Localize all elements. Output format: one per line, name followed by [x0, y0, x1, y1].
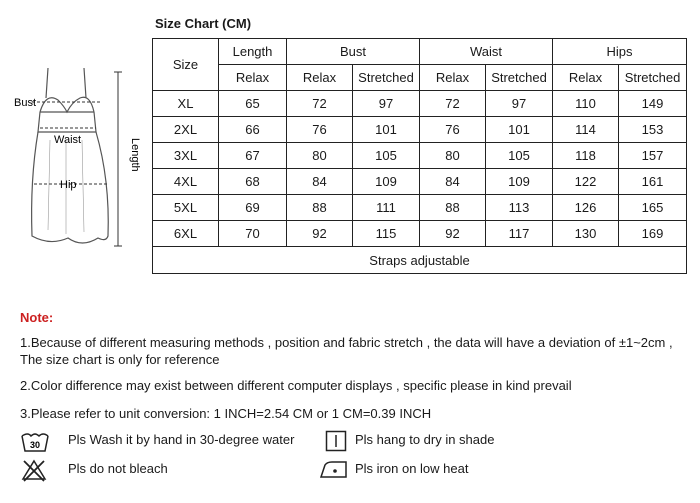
- subheader-stretched: Stretched: [486, 65, 553, 91]
- size-chart-table: [152, 38, 687, 274]
- note-item: 2.Color difference may exist between different computer displays , specific please in kind prevail: [20, 378, 572, 393]
- dry-in-shade-icon: [325, 430, 347, 452]
- cell-size: XL: [153, 91, 219, 117]
- low-heat-iron-icon: [318, 459, 350, 481]
- cell-waist-stretched: 109: [486, 169, 553, 195]
- cell-hips-stretched: 169: [619, 221, 687, 247]
- cell-length: 67: [219, 143, 287, 169]
- cell-hips-stretched: 161: [619, 169, 687, 195]
- subheader-relax: Relax: [287, 65, 353, 91]
- cell-bust-relax: 92: [287, 221, 353, 247]
- header-size: Size: [153, 39, 219, 91]
- waist-label: Waist: [54, 134, 82, 146]
- cell-waist-relax: 76: [420, 117, 486, 143]
- subheader-relax: Relax: [219, 65, 287, 91]
- cell-length: 66: [219, 117, 287, 143]
- cell-hips-stretched: 153: [619, 117, 687, 143]
- cell-bust-stretched: 109: [353, 169, 420, 195]
- table-row: [153, 143, 687, 169]
- cell-hips-relax: 110: [553, 91, 619, 117]
- bust-label: Bust: [14, 97, 37, 109]
- cell-waist-stretched: 105: [486, 143, 553, 169]
- cell-size: 2XL: [153, 117, 219, 143]
- cell-bust-stretched: 105: [353, 143, 420, 169]
- cell-bust-relax: 80: [287, 143, 353, 169]
- care-bleach-text: Pls do not bleach: [68, 461, 168, 476]
- cell-bust-relax: 88: [287, 195, 353, 221]
- straps-adjustable-note: Straps adjustable: [153, 247, 687, 274]
- note-title: Note:: [20, 310, 54, 325]
- note-item: 1.Because of different measuring methods , position and fabric stretch , the data will have a deviation of ±1~2cm ,: [20, 335, 673, 350]
- hand-wash-30-icon: [20, 430, 50, 454]
- note-item: 3.Please refer to unit conversion: 1 INCH=2.54 CM or 1 CM=0.39 INCH: [20, 406, 432, 421]
- table-row: [153, 195, 687, 221]
- header-bust: Bust: [287, 39, 420, 65]
- header-length: Length: [219, 39, 287, 65]
- subheader-relax: Relax: [420, 65, 486, 91]
- cell-hips-stretched: 157: [619, 143, 687, 169]
- length-label: Length: [129, 138, 141, 172]
- cell-size: 6XL: [153, 221, 219, 247]
- cell-length: 70: [219, 221, 287, 247]
- cell-waist-stretched: 97: [486, 91, 553, 117]
- cell-length: 69: [219, 195, 287, 221]
- cell-hips-stretched: 149: [619, 91, 687, 117]
- subheader-stretched: Stretched: [353, 65, 420, 91]
- dress-measurement-diagram: [10, 60, 145, 260]
- cell-hips-stretched: 165: [619, 195, 687, 221]
- cell-waist-relax: 84: [420, 169, 486, 195]
- note-item: The size chart is only for reference: [20, 352, 220, 367]
- cell-hips-relax: 126: [553, 195, 619, 221]
- header-hips: Hips: [553, 39, 687, 65]
- cell-hips-relax: 118: [553, 143, 619, 169]
- cell-bust-relax: 84: [287, 169, 353, 195]
- cell-waist-relax: 92: [420, 221, 486, 247]
- subheader-stretched: Stretched: [619, 65, 687, 91]
- cell-bust-relax: 76: [287, 117, 353, 143]
- cell-length: 65: [219, 91, 287, 117]
- cell-waist-relax: 80: [420, 143, 486, 169]
- cell-waist-relax: 72: [420, 91, 486, 117]
- size-chart-title: Size Chart (CM): [155, 16, 252, 31]
- cell-bust-stretched: 97: [353, 91, 420, 117]
- cell-hips-relax: 130: [553, 221, 619, 247]
- cell-size: 3XL: [153, 143, 219, 169]
- care-iron-text: Pls iron on low heat: [355, 461, 469, 476]
- cell-bust-relax: 72: [287, 91, 353, 117]
- header-waist: Waist: [420, 39, 553, 65]
- subheader-relax: Relax: [553, 65, 619, 91]
- table-row: [153, 221, 687, 247]
- cell-size: 5XL: [153, 195, 219, 221]
- cell-hips-relax: 114: [553, 117, 619, 143]
- cell-size: 4XL: [153, 169, 219, 195]
- cell-waist-relax: 88: [420, 195, 486, 221]
- cell-bust-stretched: 115: [353, 221, 420, 247]
- table-row: [153, 91, 687, 117]
- cell-waist-stretched: 113: [486, 195, 553, 221]
- cell-bust-stretched: 101: [353, 117, 420, 143]
- cell-length: 68: [219, 169, 287, 195]
- care-hang-text: Pls hang to dry in shade: [355, 432, 495, 447]
- cell-bust-stretched: 111: [353, 195, 420, 221]
- cell-waist-stretched: 117: [486, 221, 553, 247]
- care-wash-text: Pls Wash it by hand in 30-degree water: [68, 432, 295, 447]
- do-not-bleach-icon: [20, 458, 48, 482]
- cell-hips-relax: 122: [553, 169, 619, 195]
- table-row: [153, 117, 687, 143]
- cell-waist-stretched: 101: [486, 117, 553, 143]
- hip-label: Hip: [60, 179, 77, 191]
- wash-temperature: 30: [29, 440, 41, 450]
- table-row: [153, 169, 687, 195]
